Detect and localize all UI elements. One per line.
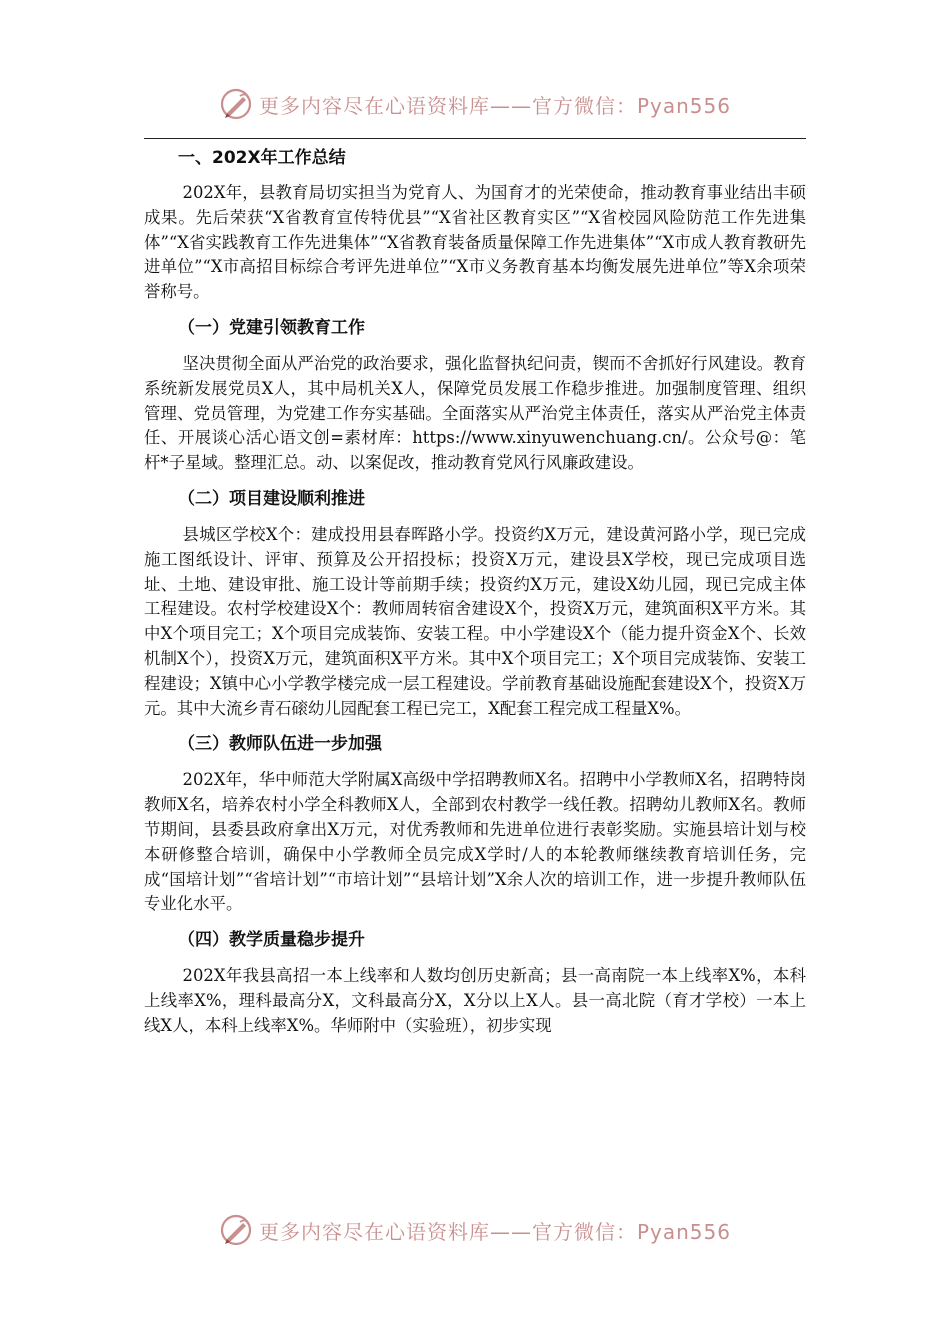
header-banner xyxy=(0,84,950,124)
document-body xyxy=(144,146,806,1050)
section-heading-projects: （二）项目建设顺利推进 xyxy=(178,488,365,509)
section-heading-teachers: （三）教师队伍进一步加强 xyxy=(178,734,382,755)
intro-paragraph: 202X年，县教育局切实担当为党育人、为国育才的光荣使命，推动教育事业结出丰硕成果。先后荣获“X省教育宣传特优县”“X省社区教育实区”“X省校园风险防范工作先进集体”“X省实践教育工作先进集体”“X省教育装备质量保障工作先进集体”“X市成人教育教研先进单位”“X市高招目标综合考评先进单位”“X市义务教育基本均衡发展先进单位”等X余项荣誉称号。 xyxy=(144,183,806,302)
document-title: 一、202X年工作总结 xyxy=(178,148,346,168)
pen-circle-logo-icon xyxy=(219,1213,253,1247)
footer-banner xyxy=(0,1210,950,1250)
section-paragraph-projects: 县城区学校X个：建成投用县春晖路小学。投资约X万元，建设黄河路小学，现已完成施工图纸设计、评审、预算及公开招投标；投资X万元，建设县X学校，现已完成项目选址、土地、建设审批、施工设计等前期手续；投资约X万元，建设X幼儿园，现已完成主体工程建设。农村学校建设X个：教师周转宿舍建设X个，投资X万元，建筑面积X平方米。其中X个项目完工；X个项目完成装饰、安装工程。中小学建设X个（能力提升资金X个、长效机制X个），投资X万元，建筑面积X平方米。其中X个项目完工；X个项目完成装饰、安装工程建设；X镇中心小学教学楼完成一层工程建设。学前教育基础设施配套建设X个，投资X万元。其中大流乡青石磙幼儿园配套工程已完工，X配套工程完成工程量X%。 xyxy=(144,524,806,718)
banner-text: 更多内容尽在心语资料库——官方微信：Pyan556 xyxy=(258,93,731,118)
header-divider xyxy=(144,138,806,139)
pen-circle-logo-icon xyxy=(219,87,253,121)
banner-text: 更多内容尽在心语资料库——官方微信：Pyan556 xyxy=(258,1219,731,1244)
section-heading-party-building: （一）党建引领教育工作 xyxy=(178,317,365,338)
section-heading-quality: （四）教学质量稳步提升 xyxy=(178,930,365,951)
section-paragraph-party-building: 坚决贯彻全面从严治党的政治要求，强化监督执纪问责，锲而不舍抓好行风建设。教育系统新发展党员X人，其中局机关X人，保障党员发展工作稳步推进。加强制度管理、组织管理、党员管理，为党建工作夯实基础。全面落实从严治党主体责任，落实从严治党主体责任、开展谈心活心语文创=素材库：https://www.xinyuwenchuang.cn/。公众号@：笔杆*子星域。整理汇总。动、以案促改，推动教育党风行风廉政建设。 xyxy=(144,353,806,473)
section-paragraph-teachers: 202X年，华中师范大学附属X高级中学招聘教师X名。招聘中小学教师X名，招聘特岗教师X名，培养农村小学全科教师X人，全部到农村教学一线任教。招聘幼儿教师X名。教师节期间，县委县政府拿出X万元，对优秀教师和先进单位进行表彰奖励。实施县培计划与校本研修整合培训，确保中小学教师全员完成X学时/人的本轮教师继续教育培训任务，完成“国培计划”“省培计划”“市培计划”“县培计划”X余人次的培训工作，进一步提升教师队伍专业化水平。 xyxy=(144,770,806,914)
section-paragraph-quality: 202X年我县高招一本上线率和人数均创历史新高；县一高南院一本上线率X%，本科上线率X%，理科最高分X，文科最高分X，X分以上X人。县一高北院（育才学校）一本上线X人，本科上线率X%。华师附中（实验班），初步实现 xyxy=(144,966,806,1035)
